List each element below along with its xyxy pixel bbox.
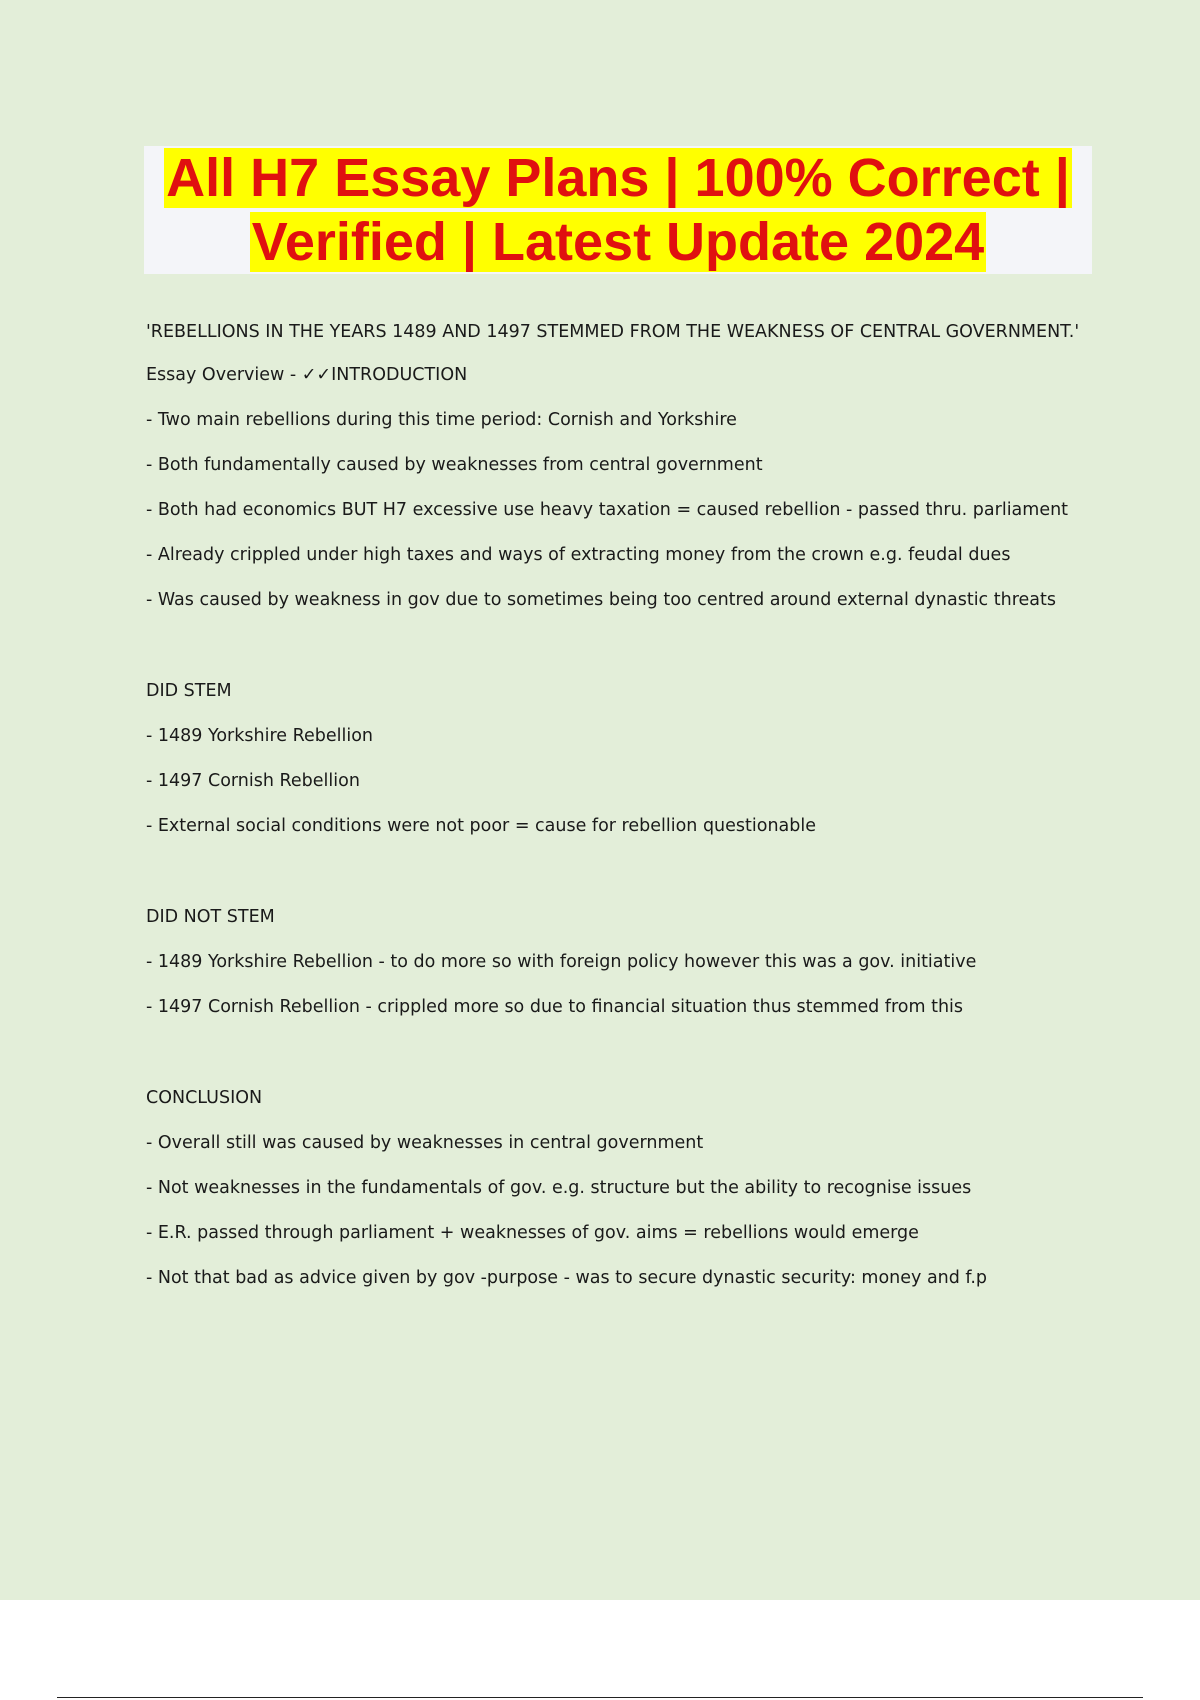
section-spacer: [146, 1038, 1106, 1084]
section-introduction: [146, 361, 1106, 614]
section-did-stem: [146, 677, 1106, 840]
list-item: - E.R. passed through parliament + weaknesses of gov. aims = rebellions would emerge: [146, 1223, 919, 1243]
list-item: - Was caused by weakness in gov due to sometimes being too centred around external dynastic threats: [146, 590, 1056, 610]
section-spacer: [146, 857, 1106, 903]
section-did-not-stem: [146, 903, 1106, 1021]
title-banner: [144, 146, 1092, 274]
section-heading: DID NOT STEM: [146, 907, 275, 927]
list-item: - Not that bad as advice given by gov -purpose - was to secure dynastic security: money and f.p: [146, 1268, 987, 1288]
footer-divider: [57, 1697, 1143, 1698]
list-item: - Already crippled under high taxes and ways of extracting money from the crown e.g. feudal dues: [146, 545, 1011, 565]
section-heading: Essay Overview - ✓✓INTRODUCTION: [146, 365, 468, 385]
list-item: - Both had economics BUT H7 excessive use heavy taxation = caused rebellion - passed thru. parliament: [146, 500, 1069, 520]
essay-question: 'REBELLIONS IN THE YEARS 1489 AND 1497 STEMMED FROM THE WEAKNESS OF CENTRAL GOVERNMENT.': [146, 322, 1080, 342]
list-item: - 1489 Yorkshire Rebellion - to do more so with foreign policy however this was a gov. initiative: [146, 952, 977, 972]
section-heading: CONCLUSION: [146, 1088, 263, 1108]
list-item: - Two main rebellions during this time period: Cornish and Yorkshire: [146, 410, 737, 430]
list-item: - External social conditions were not poor = cause for rebellion questionable: [146, 816, 817, 836]
section-spacer: [146, 631, 1106, 677]
list-item: - 1489 Yorkshire Rebellion: [146, 726, 373, 746]
list-item: - 1497 Cornish Rebellion: [146, 771, 360, 791]
list-item: - Both fundamentally caused by weaknesses from central government: [146, 455, 763, 475]
section-conclusion: [146, 1084, 1106, 1292]
document-title: All H7 Essay Plans | 100% Correct | Verified | Latest Update 2024: [166, 148, 1070, 272]
list-item: - Overall still was caused by weaknesses in central government: [146, 1133, 704, 1153]
list-item: - Not weaknesses in the fundamentals of gov. e.g. structure but the ability to recognise issues: [146, 1178, 972, 1198]
list-item: - 1497 Cornish Rebellion - crippled more so due to financial situation thus stemmed from this: [146, 997, 964, 1017]
essay-content: [146, 318, 1106, 1309]
section-heading: DID STEM: [146, 681, 232, 701]
